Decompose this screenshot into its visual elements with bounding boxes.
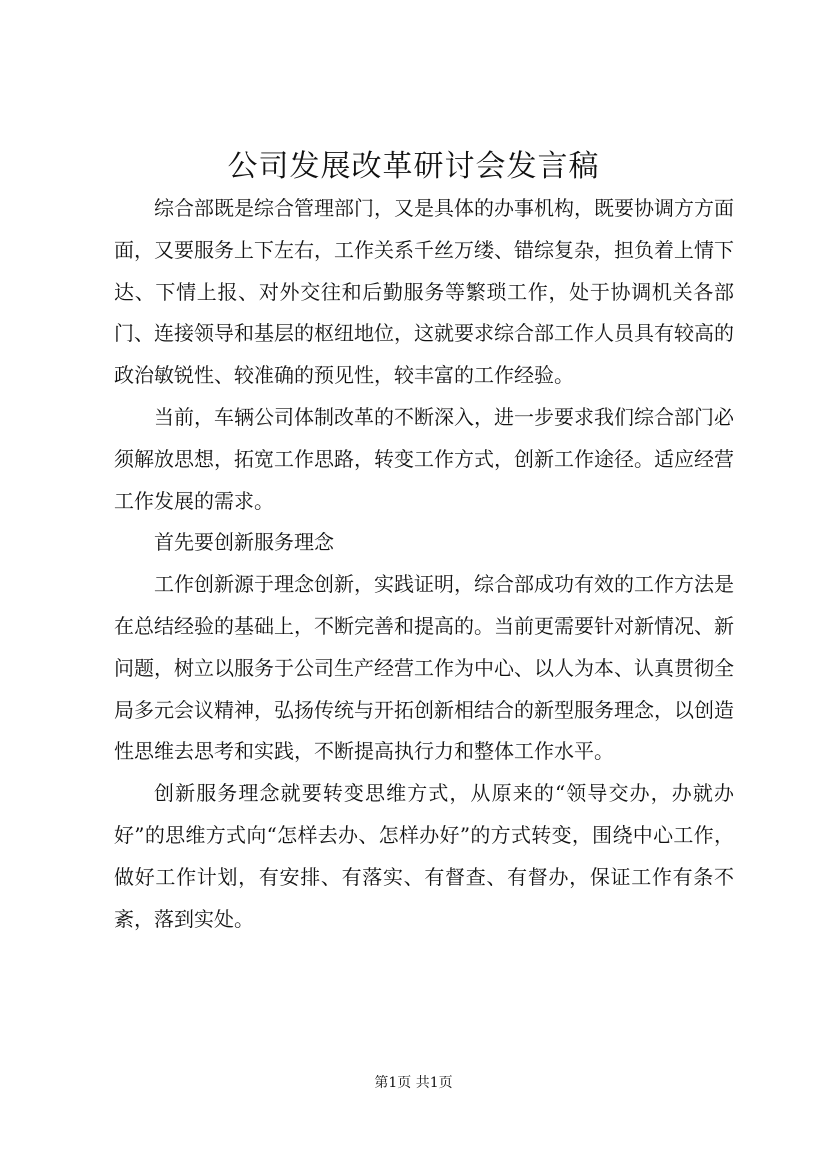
- paragraph-2: 当前，车辆公司体制改革的不断深入，进一步要求我们综合部门必须解放思想，拓宽工作思路，转变工作方式，创新工作途径。适应经营工作发展的需求。: [114, 404, 734, 513]
- page-footer: 第1页 共1页: [374, 1075, 453, 1091]
- document-title: 公司发展改革研讨会发言稿: [227, 149, 600, 184]
- paragraph-4: 创新服务理念就要转变思维方式，从原来的“领导交办，办就办好”的思维方式向“怎样去办、怎样办好”的方式转变，围绕中心工作，做好工作计划，有安排、有落实、有督查、有督办，保证工作有条不紊，落到实处。: [114, 781, 734, 931]
- paragraph-3: 工作创新源于理念创新，实践证明，综合部成功有效的工作方法是在总结经验的基础上，不断完善和提高的。当前更需要针对新情况、新问题，树立以服务于公司生产经营工作为中心、以人为本、认真贯彻全局多元会议精神，弘扬传统与开拓创新相结合的新型服务理念，以创造性思维去思考和实践，不断提高执行力和整体工作水平。: [114, 572, 734, 764]
- section-heading: 首先要创新服务理念: [154, 530, 334, 555]
- paragraph-1: 综合部既是综合管理部门，又是具体的办事机构，既要协调方方面面，又要服务上下左右，工作关系千丝万缕、错综复杂，担负着上情下达、下情上报、对外交往和后勤服务等繁琐工作，处于协调机关各部门、连接领导和基层的枢纽地位，这就要求综合部工作人员具有较高的政治敏锐性、较准确的预见性，较丰富的工作经验。: [114, 196, 734, 388]
- document-body: [114, 188, 734, 940]
